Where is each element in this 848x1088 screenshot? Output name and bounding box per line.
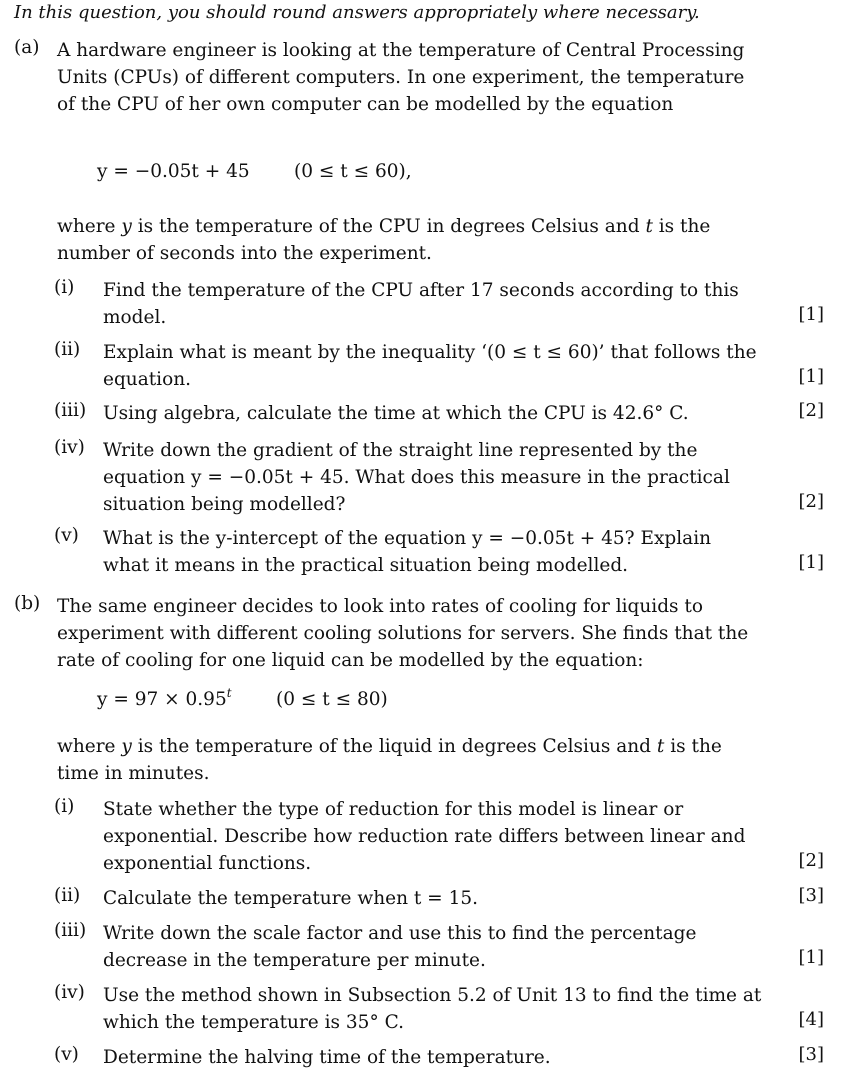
part-a-i-marks: [1] <box>798 304 824 325</box>
part-b-v-label: (v) <box>54 1044 79 1065</box>
part-b-label: (b) <box>14 593 41 614</box>
part-a-iii-label: (iii) <box>54 400 87 421</box>
part-b-i-marks: [2] <box>798 850 824 871</box>
part-a-iii-marks: [2] <box>798 400 824 421</box>
part-a-iii-text: Using algebra, calculate the time at which the CPU is 42.6° C. <box>103 403 689 424</box>
part-a-v-label: (v) <box>54 525 79 546</box>
part-a-ii-marks: [1] <box>798 366 824 387</box>
part-a-iv-marks: [2] <box>798 491 824 512</box>
part-b-domain: (0 ≤ t ≤ 80) <box>276 689 388 710</box>
part-a-v-marks: [1] <box>798 552 824 573</box>
part-b-stem: The same engineer decides to look into rates of cooling for liquids to experiment with different cooling solutions for servers. She finds that the rate of cooling for one liquid can be modelled by the equation: <box>57 596 749 671</box>
intro-instruction: In this question, you should round answers appropriately where necessary. <box>14 2 700 23</box>
part-a-i-text: Find the temperature of the CPU after 17 seconds according to this model. <box>103 280 739 328</box>
part-a-iv-label: (iv) <box>54 437 85 458</box>
part-b-ii-text: Calculate the temperature when t = 15. <box>103 888 478 909</box>
var-y: y <box>121 736 132 757</box>
var-y: y <box>121 216 132 237</box>
part-b-ii-marks: [3] <box>798 885 824 906</box>
part-b-iii-text: Write down the scale factor and use this to find the percentage decrease in the temperature per minute. <box>103 923 697 971</box>
part-b-iv-label: (iv) <box>54 982 85 1003</box>
part-b-equation: $y = 97 \times 0.95^t$ <box>97 686 232 710</box>
var-t: t <box>656 736 665 757</box>
part-a-domain: (0 ≤ t ≤ 60), <box>294 161 412 182</box>
part-b-i-label: (i) <box>54 796 75 817</box>
part-b-exponent: t <box>226 686 232 700</box>
part-b-v-text: Determine the halving time of the temperature. <box>103 1047 551 1068</box>
part-a-v-text: What is the y-intercept of the equation y = −0.05t + 45? Explain what it means in the practical situation being modelled. <box>103 528 712 576</box>
part-b-where: where y is the temperature of the liquid in degrees Celsius and t is the time in minutes. <box>57 736 722 784</box>
part-b-iv-marks: [4] <box>798 1009 824 1030</box>
part-a-i-label: (i) <box>54 277 75 298</box>
part-a-where: where y is the temperature of the CPU in degrees Celsius and t is the number of seconds into the experiment. <box>57 216 711 264</box>
part-b-i-text: State whether the type of reduction for this model is linear or exponential. Describe how reduction rate differs between linear and exponential functions. <box>103 799 746 874</box>
part-b-iii-label: (iii) <box>54 920 87 941</box>
part-a-iv-text: Write down the gradient of the straight line represented by the equation y = −0.05t + 45. What does this measure in the practical situation being modelled? <box>103 440 730 515</box>
var-t: t <box>645 216 653 237</box>
part-a-ii-label: (ii) <box>54 339 81 360</box>
part-b-v-marks: [3] <box>798 1044 824 1065</box>
part-b-iii-marks: [1] <box>798 947 824 968</box>
part-a-equation: y = −0.05t + 45 <box>97 161 250 182</box>
part-a-label: (a) <box>14 37 40 58</box>
part-b-ii-label: (ii) <box>54 885 81 906</box>
part-b-iv-text: Use the method shown in Subsection 5.2 of Unit 13 to find the time at which the temperature is 35° C. <box>103 985 762 1033</box>
part-a-stem: A hardware engineer is looking at the temperature of Central Processing Units (CPUs) of different computers. In one experiment, the temperature of the CPU of her own computer can be modelled by the equation <box>57 40 745 115</box>
part-a-ii-text: Explain what is meant by the inequality ‘(0 ≤ t ≤ 60)’ that follows the equation. <box>103 342 757 390</box>
